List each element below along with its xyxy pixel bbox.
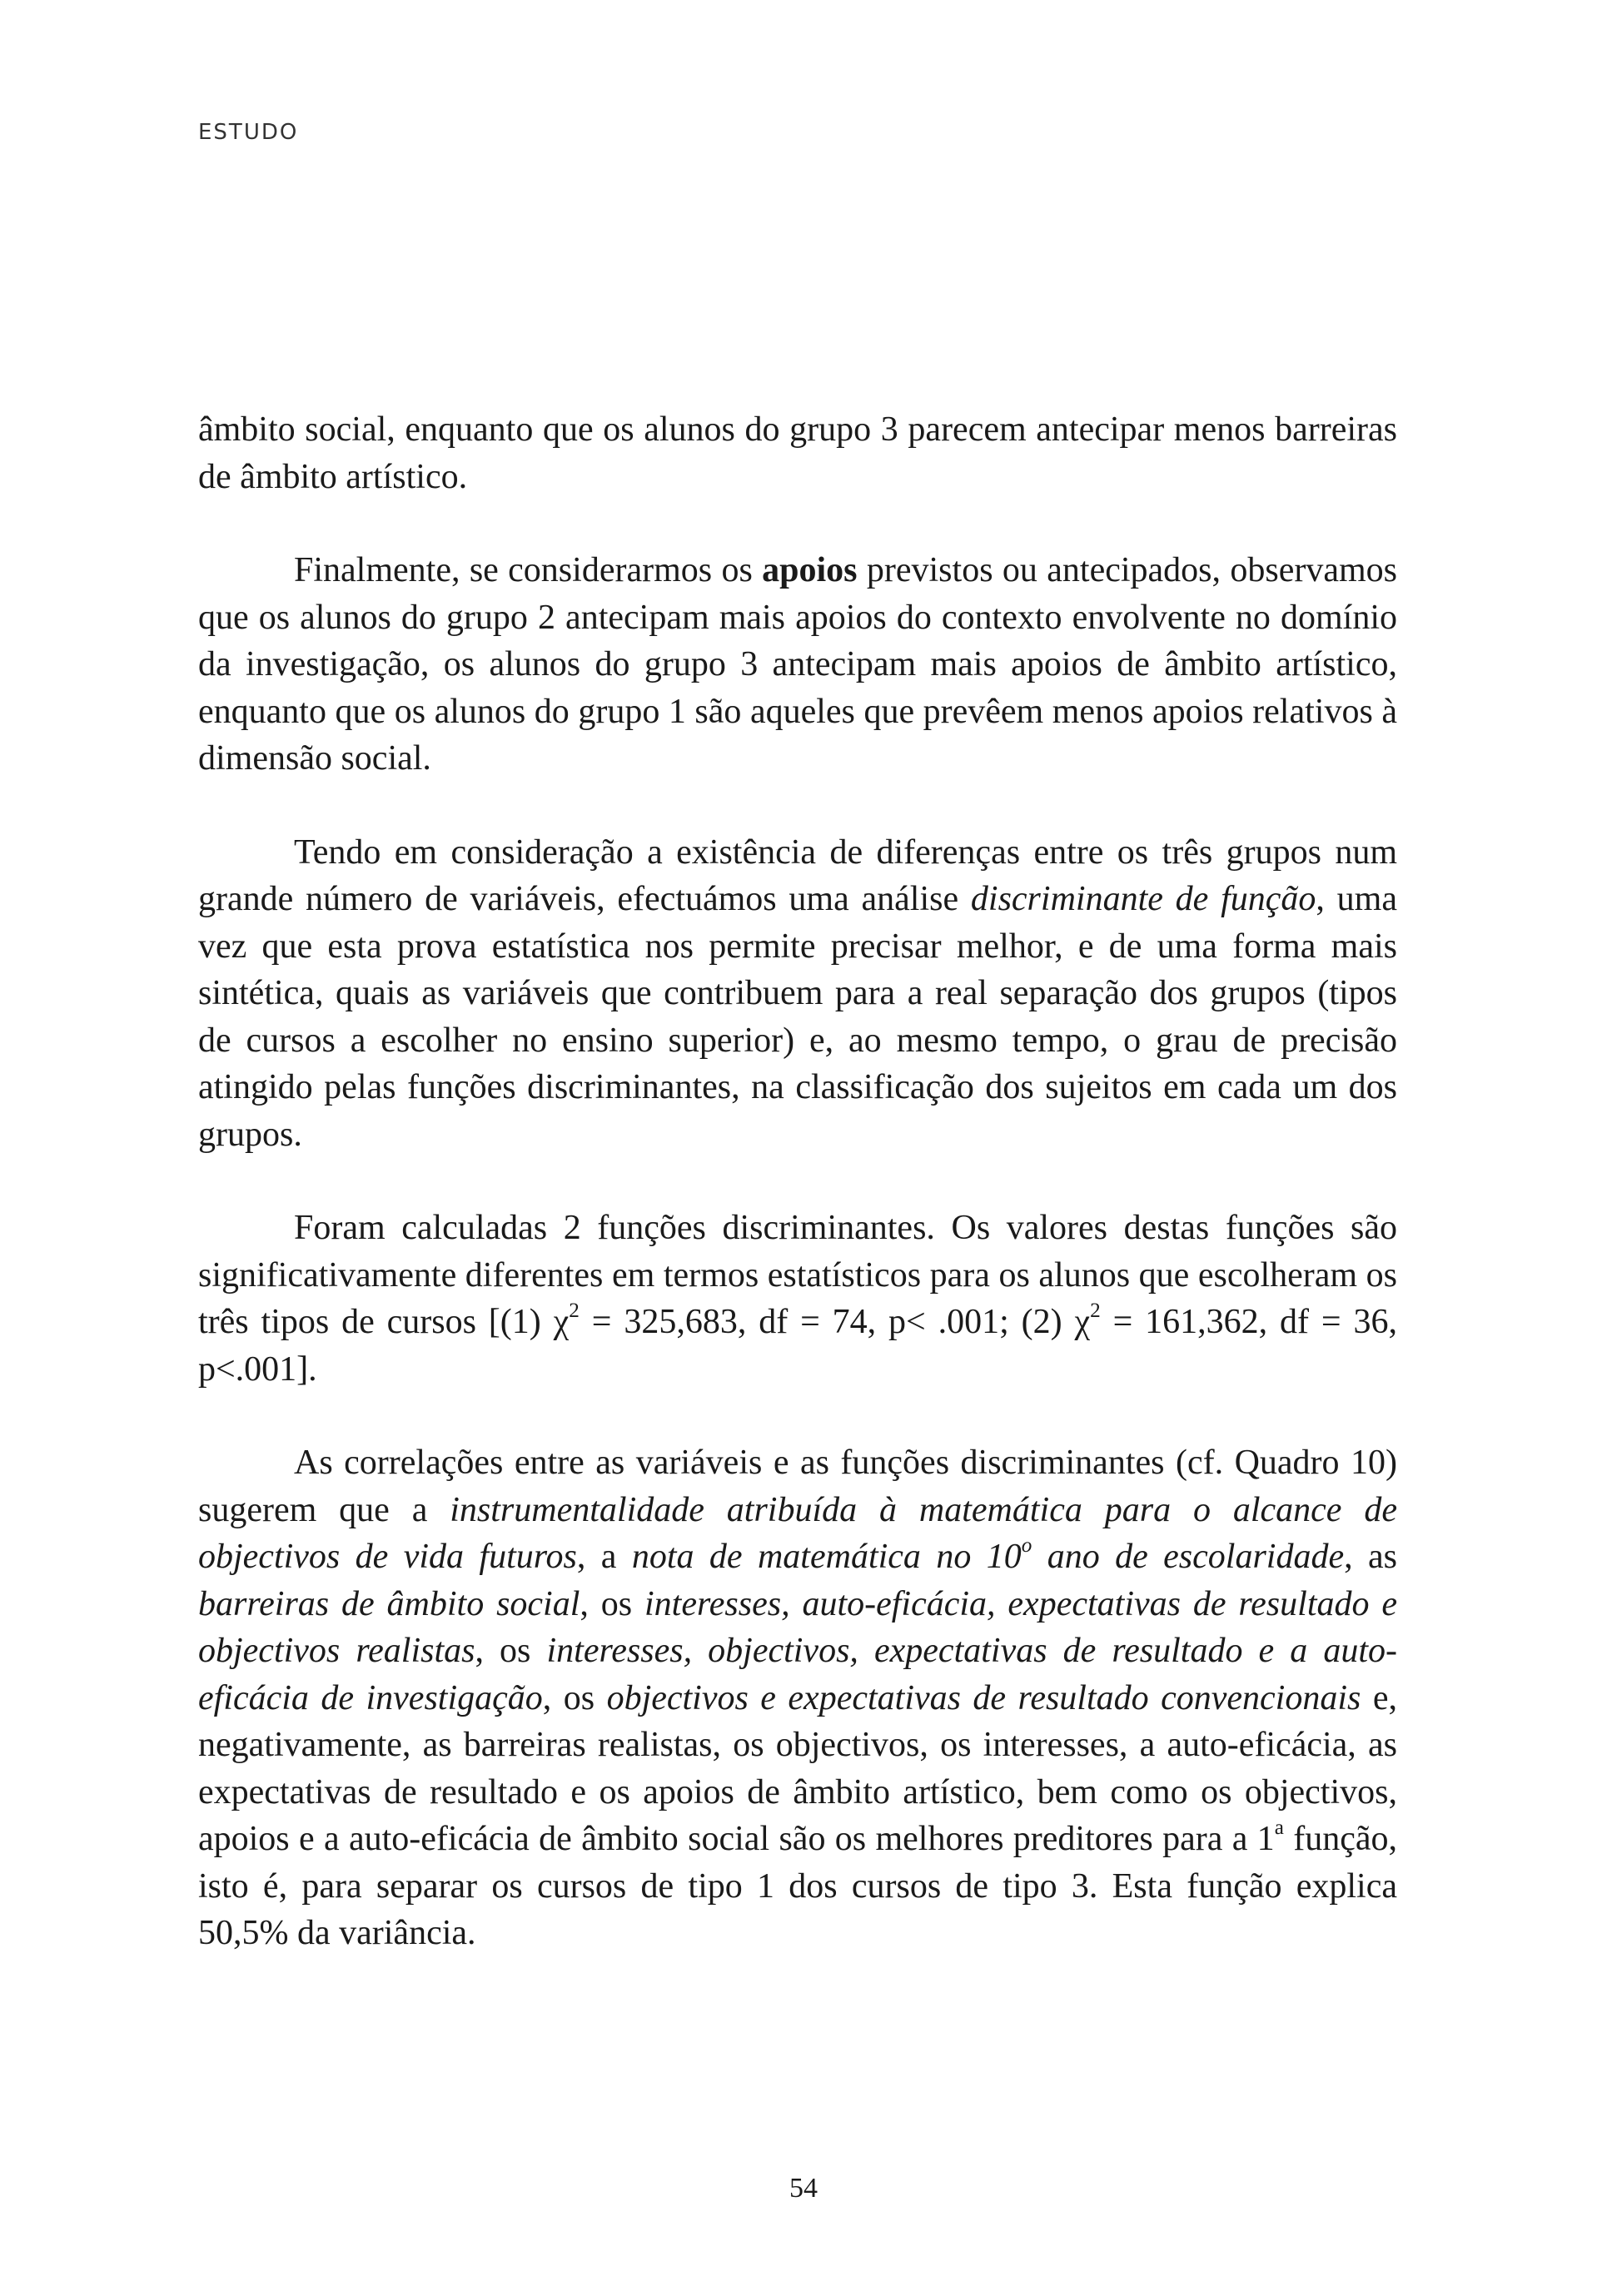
italic-term: interesses, objectivos, expectativas de resultado e a auto-eficácia de investigação	[198, 1632, 1397, 1717]
text-run: , os	[542, 1678, 607, 1717]
italic-run: nota de matemática no 10	[631, 1538, 1022, 1576]
text-run: âmbito social, enquanto que os alunos do grupo 3 parecem antecipar menos barreiras de âmbito artístico.	[198, 410, 1397, 496]
body-text	[198, 406, 1397, 2004]
text-run: Tendo em consideração a existência de diferenças entre os três grupos num grande número de variáveis, efectuámos uma análise	[198, 832, 1397, 918]
running-header: ESTUDO	[198, 120, 299, 145]
italic-term: instrumentalidade atribuída à matemática para o alcance de objectivos de vida futuros	[198, 1490, 1397, 1576]
italic-term: objectivos e expectativas de resultado convencionais	[606, 1678, 1361, 1717]
text-run: , a	[576, 1538, 632, 1576]
text-run: Foram calculadas 2 funções discriminantes. Os valores destas funções são significativamente diferentes em termos estatísticos para os alunos que escolheram os três tipos de cursos [(1) χ	[198, 1209, 1397, 1341]
text-run: = 161,362, df = 36, p<.001].	[198, 1303, 1397, 1389]
paragraph-correlations	[198, 1439, 1397, 1957]
superscript: o	[1021, 1534, 1032, 1558]
italic-term	[631, 1534, 1345, 1576]
paragraph-analysis	[198, 829, 1397, 1159]
text-run: , uma vez que esta prova estatística nos permite precisar melhor, e de uma forma mais sintética, quais as variáveis que contribuem para a real separação dos grupos (tipos de cursos a escolher no ensino superior) e, ao mesmo tempo, o grau de precisão atingido pelas funções discriminantes, na classificação dos sujeitos em cada um dos grupos.	[198, 880, 1397, 1154]
text-run: = 325,683, df = 74, p< .001; (2) χ	[579, 1303, 1091, 1341]
italic-term: barreiras de âmbito social	[198, 1584, 580, 1623]
paragraph-continued	[198, 406, 1397, 500]
text-run: , os	[580, 1584, 644, 1623]
text-run: As correlações entre as variáveis e as funções discriminantes (cf. Quadro 10) sugerem que a	[198, 1444, 1397, 1529]
italic-run: ano de escolaridade	[1032, 1538, 1345, 1576]
text-run: Finalmente, se considerarmos os	[294, 551, 763, 589]
text-run: , os	[475, 1632, 547, 1670]
text-run: e, negativamente, as barreiras realistas, os objectivos, os interesses, a auto-eficácia, as expectativas de resultado e os apoios de âmbito artístico, bem como os objectivos, apoios e a auto-eficácia de âmbito social são os melhores preditores para a 1	[198, 1678, 1397, 1858]
superscript: a	[1274, 1816, 1284, 1840]
italic-term: discriminante de função	[970, 880, 1316, 918]
paragraph-functions	[198, 1205, 1397, 1393]
superscript: 2	[569, 1300, 580, 1323]
bold-term: apoios	[762, 551, 858, 589]
paragraph-apoios	[198, 547, 1397, 783]
page-number: 54	[789, 2173, 818, 2204]
text-run: previstos ou antecipados, observamos que os alunos do grupo 2 antecipam mais apoios do contexto envolvente no domínio da investigação, os alunos do grupo 3 antecipam mais apoios de âmbito artístico, enquanto que os alunos do grupo 1 são aqueles que prevêem menos apoios relativos à dimensão social.	[198, 551, 1397, 778]
text-run: função, isto é, para separar os cursos de tipo 1 dos cursos de tipo 3. Esta função explica 50,5% da variância.	[198, 1820, 1397, 1952]
text-run: , as	[1344, 1538, 1397, 1576]
superscript: 2	[1090, 1300, 1101, 1323]
italic-term: interesses, auto-eficácia, expectativas de resultado e objectivos realistas	[198, 1584, 1397, 1670]
